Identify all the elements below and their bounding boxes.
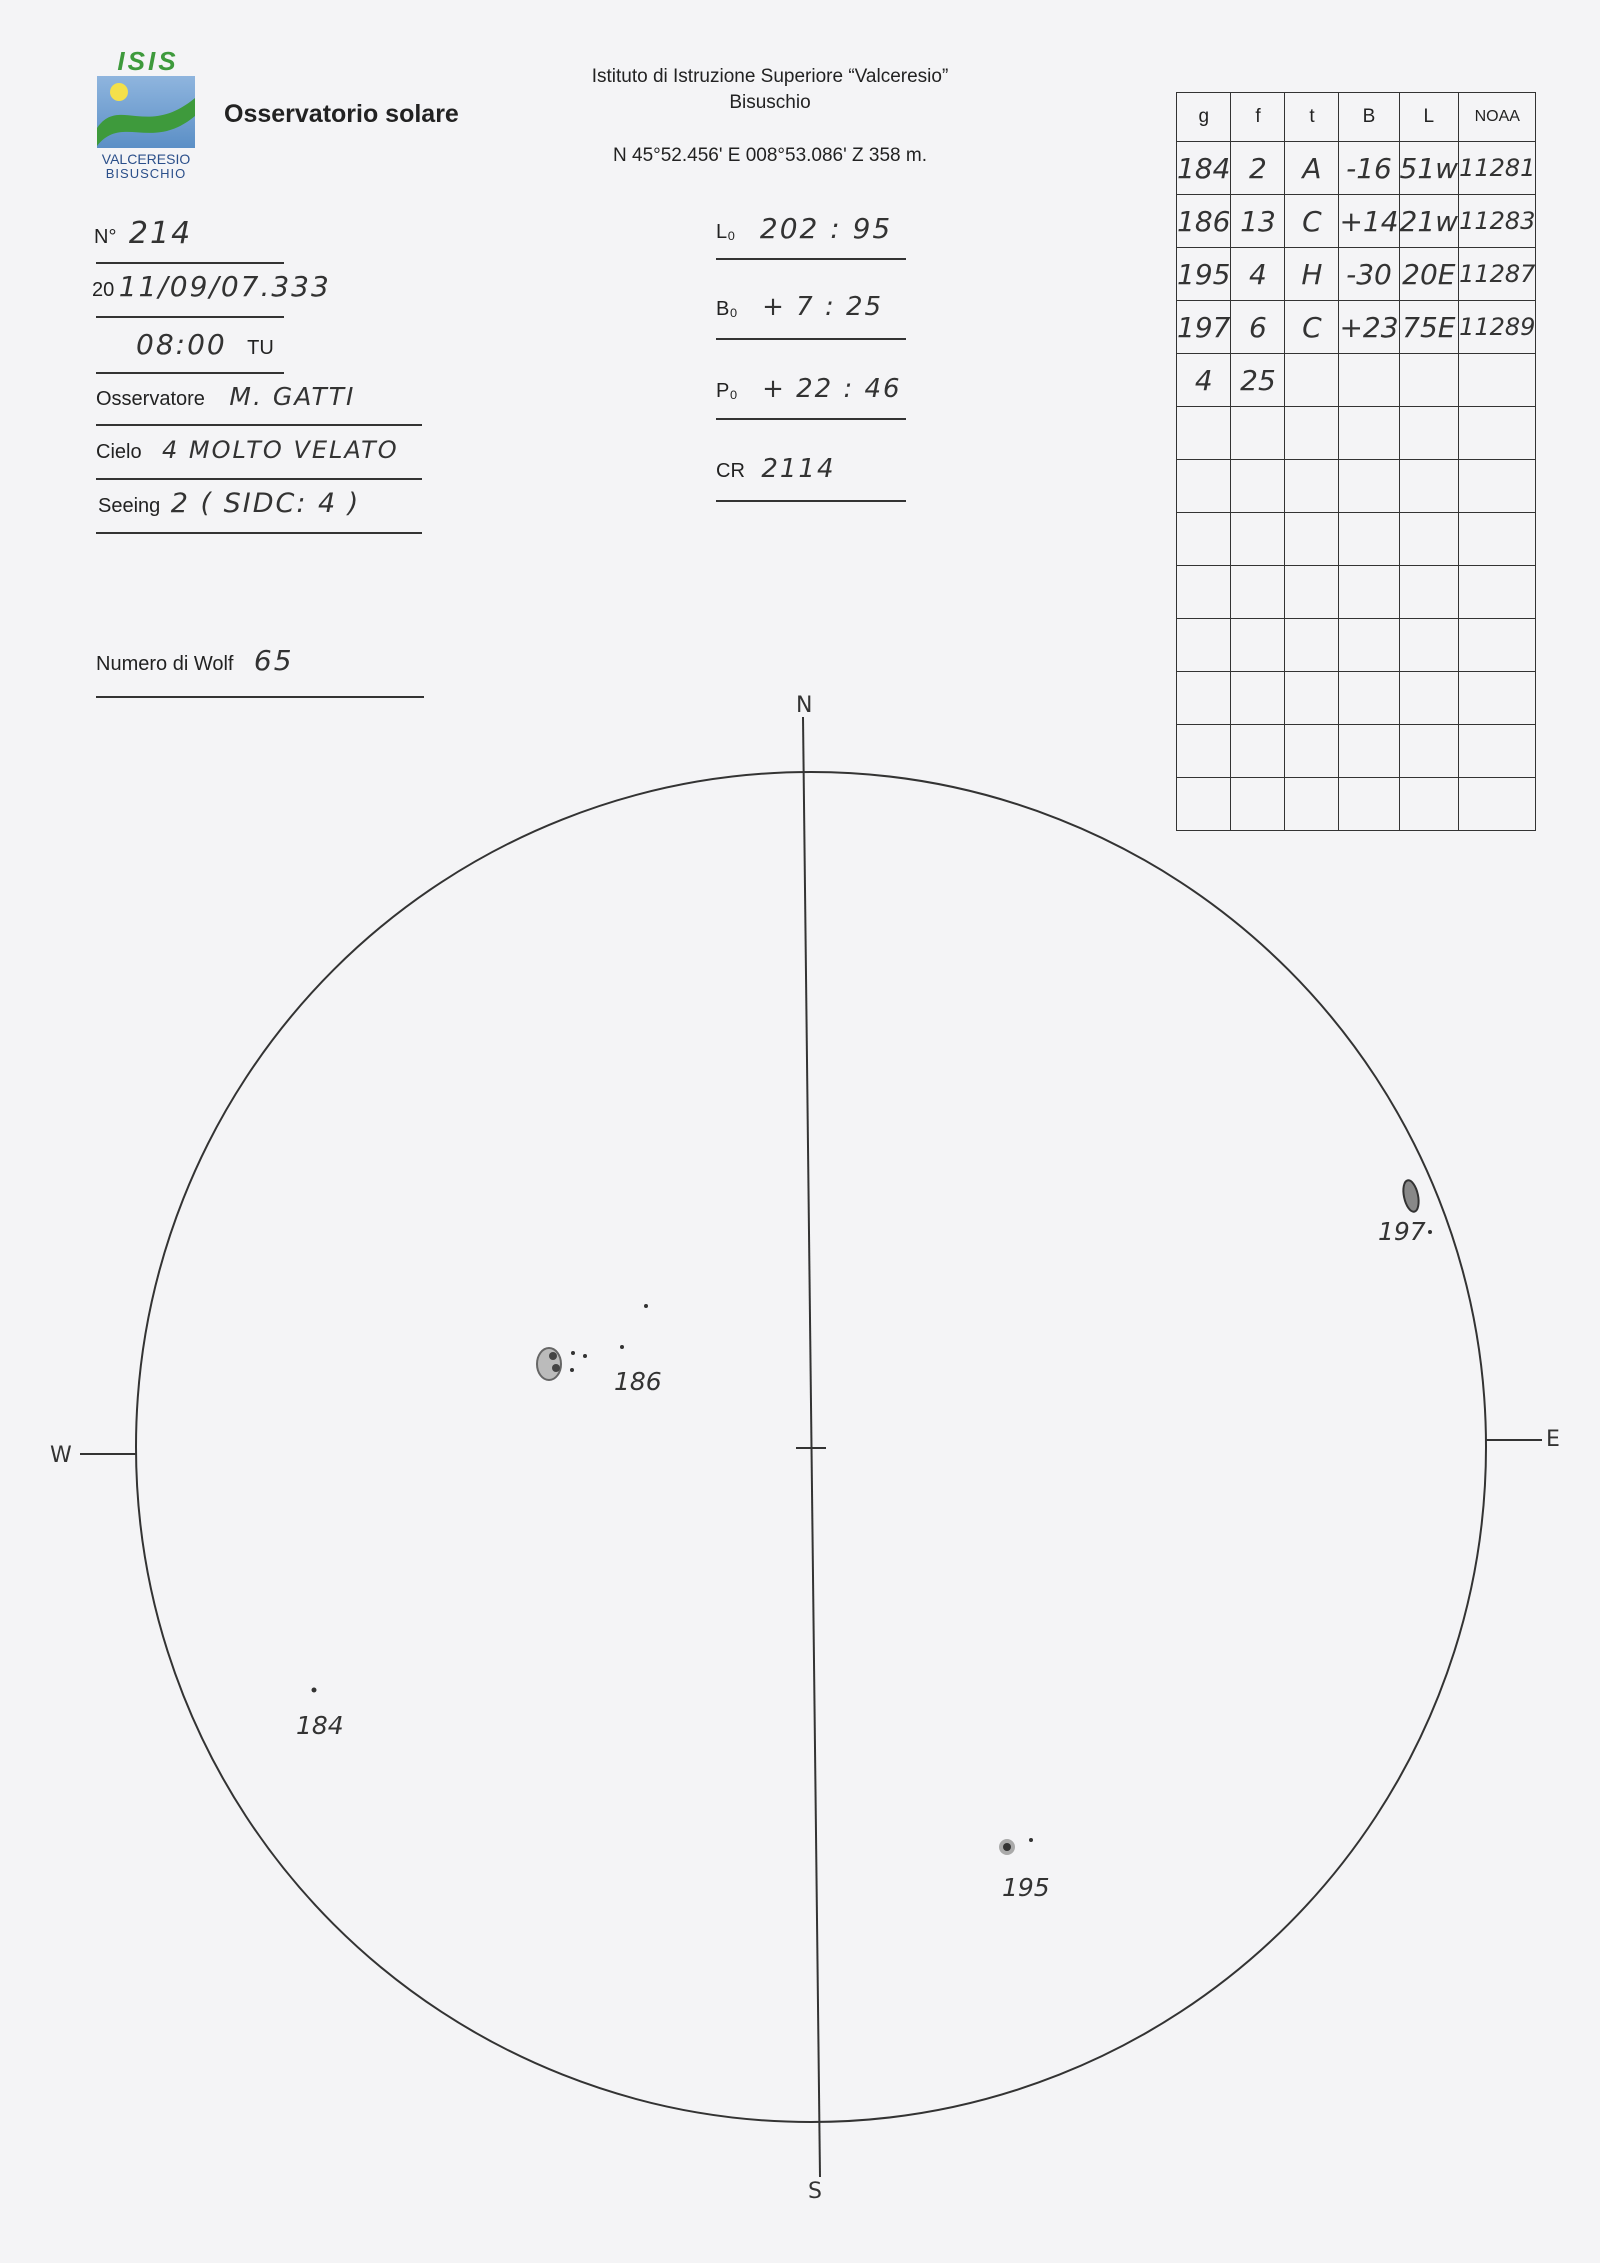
cr-label: CR [716,460,745,482]
east-label: E [1546,1427,1560,1452]
table-cell: C [1285,195,1339,248]
institute-name: Istituto di Istruzione Superiore “Valceresio” [591,66,949,87]
date-prefix: 20 [92,279,115,301]
sunspot-label: 184 [296,1711,344,1740]
column-header-g: g [1177,93,1231,142]
table-cell: 20E [1399,248,1459,301]
sky-label: Cielo [96,441,142,463]
table-cell: 75E [1399,301,1459,354]
observer-value: M. GATTI [229,382,356,411]
number-label: N° [94,226,117,248]
date-value: 11/09/07.333 [118,270,331,303]
north-label: N [796,693,813,718]
west-label: W [50,1443,72,1468]
south-label: S [808,2179,822,2204]
seeing-value: 2 ( SIDC: 4 ) [170,488,361,519]
b0-value: + 7 : 25 [762,292,884,322]
cr-value: 2114 [761,454,836,484]
table-cell: -16 [1339,142,1399,195]
b0-label: B₀ [716,298,738,320]
sunspot-group-197 [1378,1179,1432,1246]
table-cell: 11283 [1459,195,1536,248]
sunspot-label: 186 [614,1367,662,1396]
number-value: 214 [128,216,193,251]
table-cell: 197 [1177,301,1231,354]
table-cell: +14 [1339,195,1399,248]
table-cell: 184 [1177,142,1231,195]
table-cell: 11287 [1459,248,1536,301]
table-cell: 4 [1231,248,1285,301]
sunspot-label: 197 [1378,1217,1426,1246]
sky-value: 4 MOLTO VELATO [162,436,399,464]
table-cell: 51w [1399,142,1459,195]
table-cell: A [1285,142,1339,195]
time-unit: TU [247,337,274,359]
time-value: 08:00 [136,328,227,361]
table-cell: 11281 [1459,142,1536,195]
l0-value: 202 : 95 [759,212,893,245]
l0-label: L₀ [716,221,736,243]
seeing-label: Seeing [98,495,161,517]
table-cell: 13 [1231,195,1285,248]
sunspot-group-184 [296,1688,344,1741]
table-cell: +23 [1339,301,1399,354]
column-header-f: f [1231,93,1285,142]
sunspot-label: 195 [1002,1873,1050,1902]
logo-wordmark: ISIS [117,46,179,76]
sunspot-group-186 [537,1304,662,1396]
logo-caption-1: VALCERESIO [101,151,191,167]
institute-town: Bisuschio [729,92,811,113]
table-cell: 186 [1177,195,1231,248]
column-header-b: B [1339,93,1399,142]
p0-value: + 22 : 46 [762,374,902,404]
table-cell: 4 [1177,354,1231,407]
table-cell: -30 [1339,248,1399,301]
wolf-label: Numero di Wolf [96,653,234,675]
observatory-coordinates: N 45°52.456' E 008°53.086' Z 358 m. [613,145,927,166]
sunspot-group-195 [999,1838,1050,1902]
table-cell: 2 [1231,142,1285,195]
table-cell: C [1285,301,1339,354]
table-cell: 6 [1231,301,1285,354]
logo-caption-2: BISUSCHIO [105,166,187,181]
column-header-l: L [1399,93,1459,142]
table-cell: 195 [1177,248,1231,301]
page-title: Osservatorio solare [224,100,459,128]
column-header-t: t [1285,93,1339,142]
table-cell: 25 [1231,354,1285,407]
wolf-value: 65 [253,644,294,677]
table-cell: H [1285,248,1339,301]
table-cell: 11289 [1459,301,1536,354]
table-cell: 21w [1399,195,1459,248]
p0-label: P₀ [716,380,738,402]
observer-label: Osservatore [96,388,205,410]
column-header-noaa: NOAA [1459,93,1536,142]
